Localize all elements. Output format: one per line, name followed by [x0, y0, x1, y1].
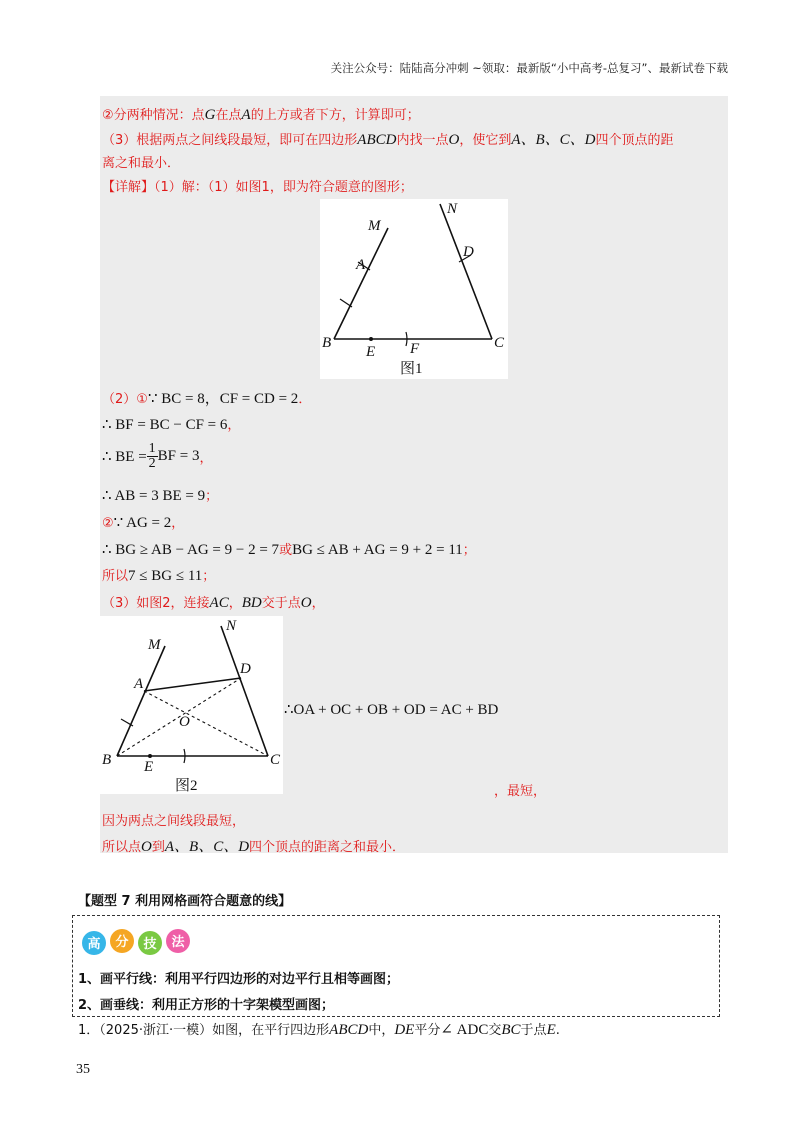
label-o: O: [179, 714, 190, 730]
label-m: M: [368, 218, 381, 234]
label-d: D: [240, 661, 251, 677]
gaofen-jifa-badge: [80, 926, 200, 956]
question-1: 1．（2025·浙江·一模）如图，在平行四边形ABCD中，DE平分∠ ADC交BC于点E.: [78, 1022, 560, 1038]
solution-line-4: ∴ AB = 3 BE = 9；: [102, 488, 219, 504]
figure-2-caption: 图2: [175, 778, 198, 794]
label-c: C: [494, 335, 505, 351]
solution-line-2: ∴ BF = BC − CF = 6，: [102, 417, 241, 433]
badge-char-1: 高: [87, 937, 101, 952]
detail-line: 【详解】（1）解：（1）如图1，即为符合题意的图形；: [102, 180, 413, 195]
solution-line-6: ∴ BG ≥ AB − AG = 9 − 2 = 7或BG ≤ AB + AG = 9 + 2 = 11；: [102, 542, 476, 558]
label-e: E: [144, 759, 154, 775]
page-number: 35: [76, 1062, 90, 1077]
detail-label: 【详解】: [102, 180, 155, 195]
tip-1: 1、画平行线：利用平行四边形的对边平行且相等画图；: [78, 972, 400, 987]
analysis-line-3: 离之和最小．: [102, 156, 181, 171]
label-n: N: [447, 201, 458, 217]
label-m: M: [148, 637, 161, 653]
fraction-half: $\frac{1}{2}$: [148, 440, 156, 471]
ray-bm: [334, 228, 388, 339]
section-title-type7: 【题型 7 利用网格画符合题意的线】: [78, 894, 292, 909]
figure-1: [320, 199, 508, 379]
solution-line-8: （3）如图2，连接AC，BD交于点O，: [102, 595, 325, 611]
label-e: E: [366, 344, 376, 360]
figure-1-svg: [320, 199, 508, 379]
ray-bm: [117, 646, 165, 756]
segment-ad: [144, 678, 241, 691]
figure-2-svg: [100, 616, 283, 794]
analysis-line-2: （3）根据两点之间线段最短，即可在四边形ABCD内找一点O，使它到A、B、C、D四个顶点的距: [102, 132, 674, 148]
analysis-line-1: ②分两种情况：点G在点A的上方或者下方，计算即可；: [102, 107, 420, 123]
solution-line-1: （2）①∵ BC = 8，CF = CD = 2．: [102, 391, 312, 407]
badge-char-3: 技: [143, 937, 157, 952]
label-b: B: [322, 335, 332, 351]
label-f: F: [410, 341, 420, 357]
point-e: [148, 754, 152, 758]
page-header: 关注公众号：陆陆高分冲刺 ~领取：最新版“小中高考-总复习”、最新试卷下载: [330, 61, 728, 75]
conclusion-final: 所以点O到A、B、C、D四个顶点的距离之和最小．: [102, 839, 406, 855]
badge-char-4: 法: [171, 935, 185, 950]
solution-line-3: ∴ BE = $\frac{1}{2}$ BF = 3 ，: [102, 440, 213, 471]
figure-2: [100, 616, 283, 794]
conclusion-reason: 因为两点之间线段最短，: [102, 814, 246, 829]
point-e: [369, 337, 373, 341]
label-b: B: [102, 752, 112, 768]
badge-svg: [80, 926, 200, 958]
ray-cn: [221, 626, 268, 756]
label-a: A: [134, 676, 144, 692]
label-n: N: [226, 618, 237, 634]
label-a: A: [356, 257, 366, 273]
solution-line-7: 所以7 ≤ BG ≤ 11；: [102, 568, 216, 584]
badge-char-2: 分: [115, 935, 129, 950]
diagonal-ac: [144, 691, 268, 756]
solution-line-5: ②∵ AG = 2，: [102, 515, 185, 531]
figure-1-caption: 图1: [400, 361, 423, 377]
ray-cn: [440, 204, 492, 339]
tip-2: 2、画垂线：利用正方形的十字架模型画图；: [78, 998, 335, 1013]
label-d: D: [463, 244, 474, 260]
label-c: C: [270, 752, 281, 768]
sum-equation: ∴OA + OC + OB + OD = AC + BD: [284, 702, 499, 718]
tick-mark-ba: [340, 299, 352, 307]
shortest-note: ，最短，: [494, 784, 547, 799]
